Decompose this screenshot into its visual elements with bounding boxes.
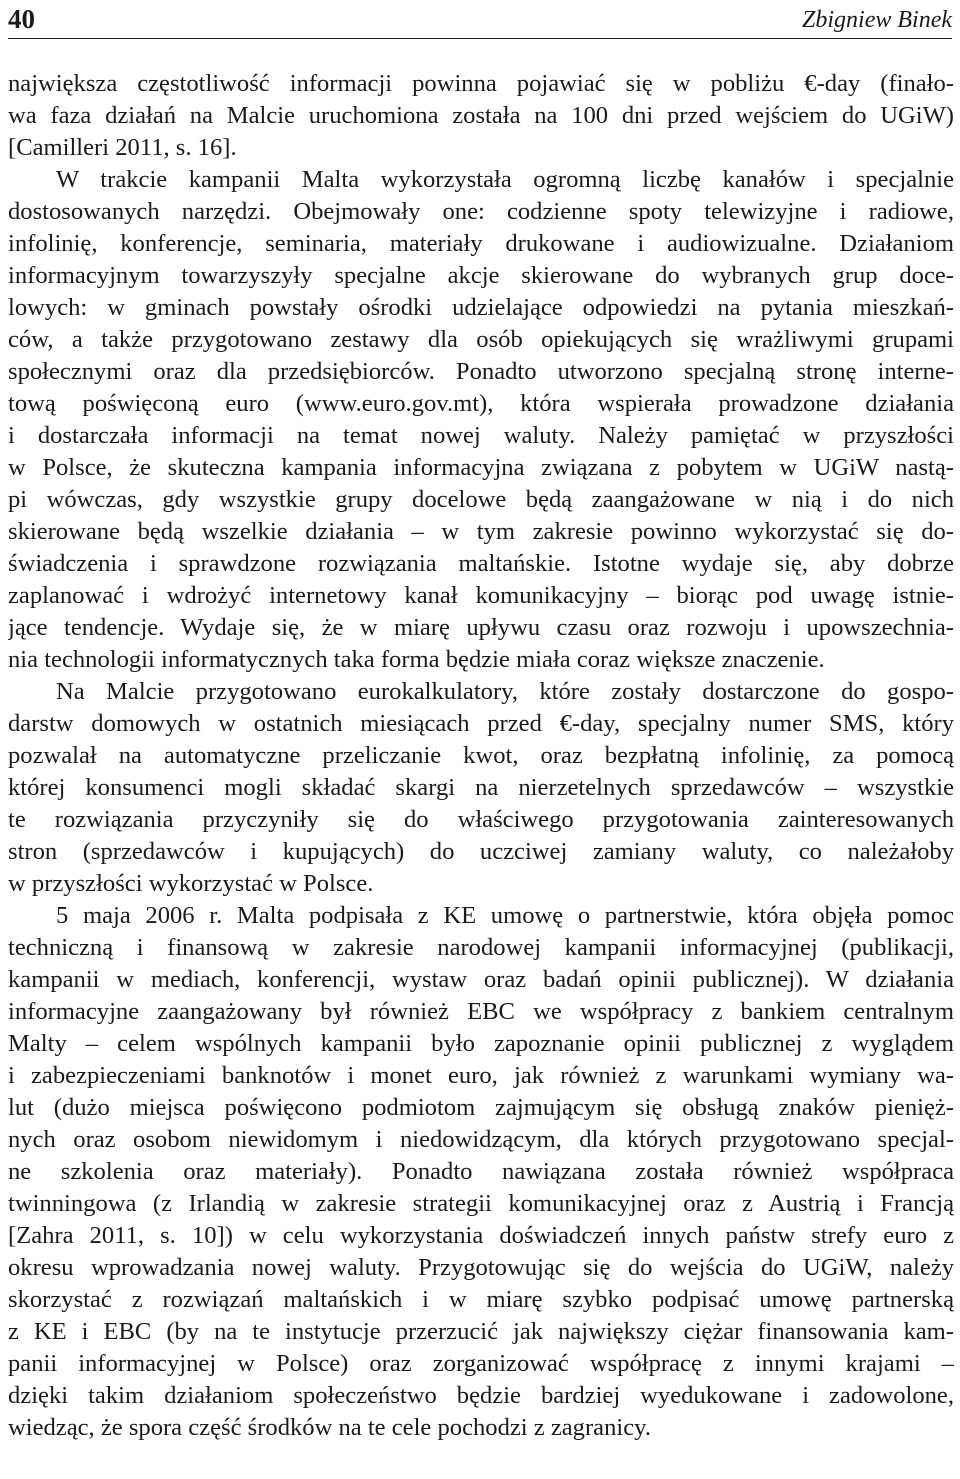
text-line: Malty – celem wspólnych kampanii było zapoznanie opinii publicznej z wyglądem [8,1030,954,1057]
text-line: darstw domowych w ostatnich miesiącach przed €-day, specjalny numer SMS, który [8,710,954,737]
text-line: twinningowa (z Irlandią w zakresie strategii komunikacyjnej oraz z Austrią i Francją [8,1190,954,1217]
text-line: ne szkolenia oraz materiały). Ponadto nawiązana została również współpraca [8,1158,954,1185]
paragraph [8,68,954,164]
text-line: te rozwiązania przyczyniły się do właściwego przygotowania zainteresowanych [8,806,954,833]
text-line: w przyszłości wykorzystać w Polsce. [8,870,374,897]
paragraph [8,676,954,900]
text-line: Na Malcie przygotowano eurokalkulatory, które zostały dostarczone do gospo- [56,678,954,705]
text-line: stron (sprzedawców i kupujących) do uczciwej zamiany waluty, co należałoby [8,838,954,865]
text-line: w Polsce, że skuteczna kampania informacyjna związana z pobytem w UGiW nastą- [8,454,954,481]
text-line: infolinię, konferencje, seminaria, materiały drukowane i audiowizualne. Działaniom [8,230,954,257]
text-line: nych oraz osobom niewidomym i niedowidzącym, dla których przygotowano specjal- [8,1126,954,1153]
text-line: skierowane będą wszelkie działania – w tym zakresie powinno wykorzystać się do- [8,518,954,545]
text-line: [Zahra 2011, s. 10]) w celu wykorzystania doświadczeń innych państw strefy euro z [8,1222,954,1249]
text-line: [Camilleri 2011, s. 16]. [8,134,237,161]
text-line: lut (dużo miejsca poświęcono podmiotom zajmującym się obsługą znaków pienięż- [8,1094,954,1121]
text-line: świadczenia i sprawdzone rozwiązania maltańskie. Istotne wydaje się, aby dobrze [8,550,954,577]
text-line: informacyjne zaangażowany był również EBC we współpracy z bankiem centralnym [8,998,954,1025]
text-line: tową poświęconą euro (www.euro.gov.mt), która wspierała prowadzone działania [8,390,954,417]
text-line: jące tendencje. Wydaje się, że w miarę upływu czasu oraz rozwoju i upowszechnia- [8,614,954,641]
text-line: wiedząc, że spora część środków na te cele pochodzi z zagranicy. [8,1414,651,1441]
text-line: pozwalał na automatyczne przeliczanie kwot, oraz bezpłatną infolinię, za pomocą [8,742,954,769]
text-line: wa faza działań na Malcie uruchomiona została na 100 dni przed wejściem do UGiW) [8,102,954,129]
text-line: społecznymi oraz dla przedsiębiorców. Ponadto utworzono specjalną stronę interne- [8,358,954,385]
text-line: dzięki takim działaniom społeczeństwo będzie bardziej wyedukowane i zadowolone, [8,1382,954,1409]
text-line: której konsumenci mogli składać skargi na nierzetelnych sprzedawców – wszystkie [8,774,954,801]
text-line: i zabezpieczeniami banknotów i monet euro, jak również z warunkami wymiany wa- [8,1062,954,1089]
text-line: W trakcie kampanii Malta wykorzystała ogromną liczbę kanałów i specjalnie [56,166,954,193]
running-head-author: Zbigniew Binek [802,7,952,33]
text-line: i dostarczała informacji na temat nowej waluty. Należy pamiętać w przyszłości [8,422,954,449]
text-line: skorzystać z rozwiązań maltańskich i w miarę szybko podpisać umowę partnerską [8,1286,954,1313]
text-line: z KE i EBC (by na te instytucje przerzucić jak największy ciężar finansowania kam- [8,1318,954,1345]
paragraph [8,900,954,1444]
text-line: lowych: w gminach powstały ośrodki udzielające odpowiedzi na pytania mieszkań- [8,294,954,321]
text-line: 5 maja 2006 r. Malta podpisała z KE umowę o partnerstwie, która objęła pomoc [56,902,954,929]
text-line: dostosowanych narzędzi. Obejmowały one: codzienne spoty telewizyjne i radiowe, [8,198,954,225]
text-line: techniczną i finansową w zakresie narodowej kampanii informacyjnej (publikacji, [8,934,954,961]
page-number: 40 [8,4,35,34]
body-text [8,68,954,1444]
text-line: panii informacyjnej w Polsce) oraz zorganizować współpracę z innymi krajami – [8,1350,954,1377]
text-line: największa częstotliwość informacji powinna pojawiać się w pobliżu €-day (finało- [8,70,954,97]
page-header [8,0,952,39]
paragraph [8,164,954,676]
text-line: nia technologii informatycznych taka forma będzie miała coraz większe znaczenie. [8,646,825,673]
text-line: okresu wprowadzania nowej waluty. Przygotowując się do wejścia do UGiW, należy [8,1254,954,1281]
text-line: zaplanować i wdrożyć internetowy kanał komunikacyjny – biorąc pod uwagę istnie- [8,582,954,609]
text-line: pi wówczas, gdy wszystkie grupy docelowe będą zaangażowane w nią i do nich [8,486,954,513]
text-line: ców, a także przygotowano zestawy dla osób opiekujących się wrażliwymi grupami [8,326,954,353]
text-line: informacyjnym towarzyszyły specjalne akcje skierowane do wybranych grup doce- [8,262,954,289]
text-line: kampanii w mediach, konferencji, wystaw oraz badań opinii publicznej). W działania [8,966,954,993]
